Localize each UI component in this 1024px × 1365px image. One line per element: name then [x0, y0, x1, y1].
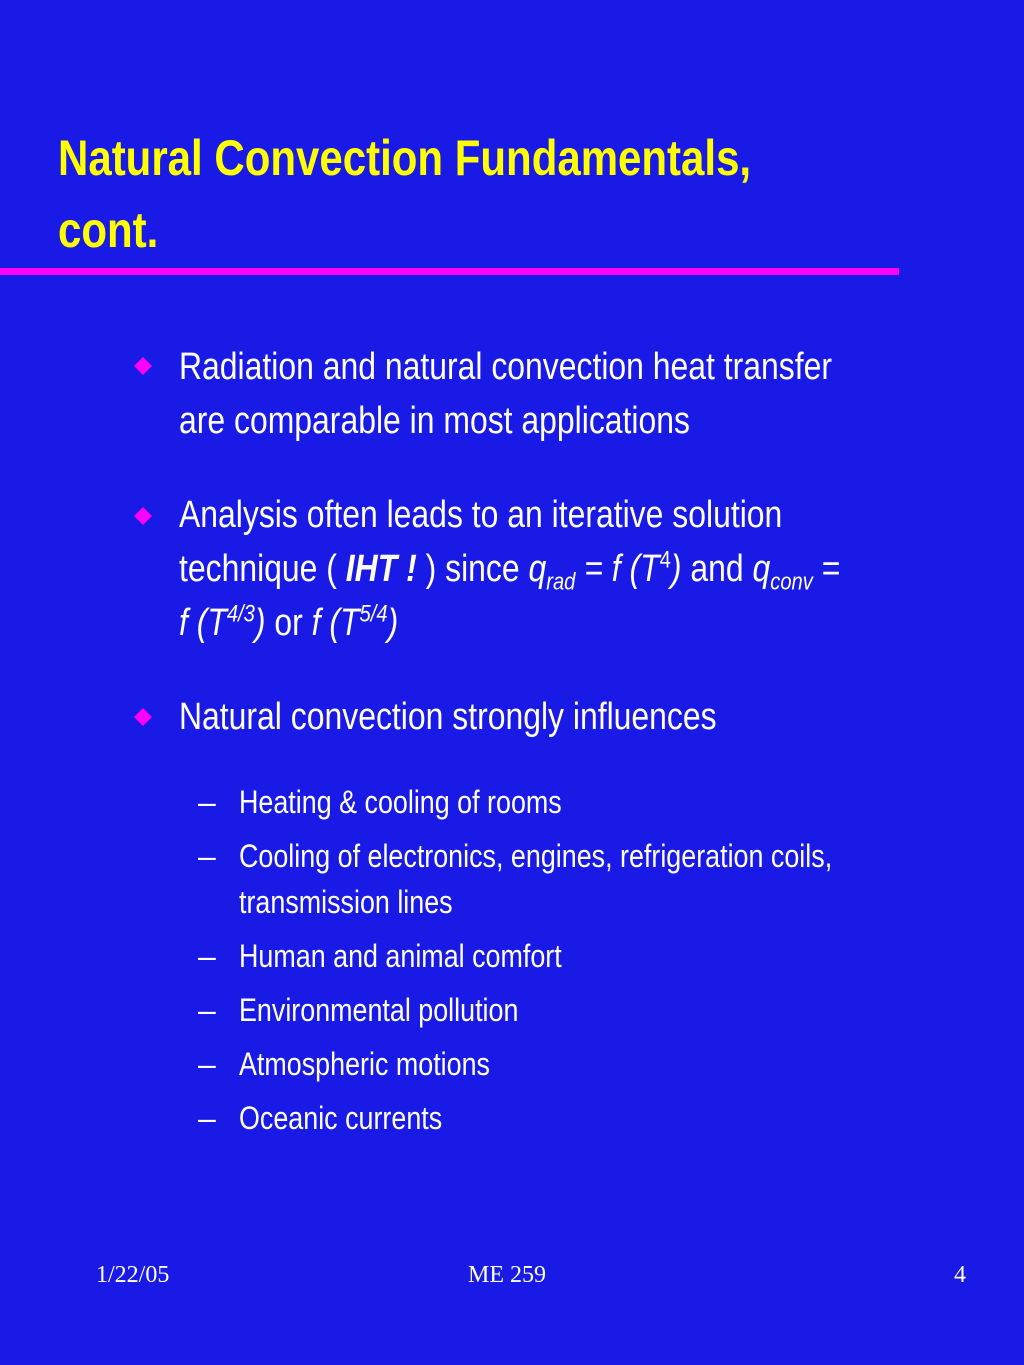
equation-f-t: f (T — [311, 602, 360, 644]
bullet-1-line2: are comparable in most applications — [179, 400, 690, 442]
sub-item-6 — [239, 1095, 936, 1141]
iht-label: IHT ! — [345, 548, 417, 590]
diamond-bullet-icon — [134, 708, 152, 726]
exponent-4: 4 — [659, 546, 671, 574]
bullet-2-line2 — [179, 542, 985, 596]
sub-item-5 — [239, 1041, 936, 1087]
sub-item-5-line1: Atmospheric motions — [239, 1046, 490, 1082]
dash-marker: – — [198, 992, 216, 1028]
sub-item-6-line1: Oceanic currents — [239, 1100, 443, 1136]
footer-course: ME 259 — [468, 1262, 546, 1288]
dash-marker: – — [198, 1100, 216, 1136]
sub-item-2 — [239, 833, 936, 925]
sub-item-2-line1: Cooling of electronics, engines, refrigeration coils, — [239, 838, 833, 874]
sub-item-4-line1: Environmental pollution — [239, 992, 519, 1028]
equals-sign: = — [821, 548, 841, 590]
bullet-2-technique: technique ( — [179, 548, 337, 590]
diamond-bullet-icon — [134, 357, 152, 375]
slide-title-line1: Natural Convection Fundamentals, — [58, 130, 752, 186]
bullet-item-2 — [179, 488, 985, 650]
diamond-bullet-icon — [134, 507, 152, 525]
footer-date: 1/22/05 — [96, 1262, 170, 1288]
exponent-5-4: 5/4 — [359, 600, 388, 628]
bullet-item-1 — [179, 340, 985, 448]
close-paren: ) — [670, 548, 682, 590]
and-word: and — [690, 548, 744, 590]
sub-item-3-line1: Human and animal comfort — [239, 938, 562, 974]
bullet-1-line1: Radiation and natural convection heat transfer — [179, 346, 833, 388]
sub-item-2-line2: transmission lines — [239, 884, 453, 920]
conv-subscript: conv — [770, 568, 813, 596]
dash-marker: – — [198, 838, 216, 874]
bullet-item-3 — [179, 690, 985, 744]
footer-page-number: 4 — [954, 1262, 966, 1288]
bullet-2-line3 — [179, 596, 985, 650]
dash-marker: – — [198, 784, 216, 820]
close-paren: ) — [387, 602, 399, 644]
title-underline — [0, 268, 899, 275]
close-paren: ) — [254, 602, 266, 644]
sub-item-4 — [239, 987, 936, 1033]
or-word: or — [274, 602, 303, 644]
dash-marker: – — [198, 938, 216, 974]
equation-f-t: = f (T — [584, 548, 660, 590]
slide-title — [58, 122, 814, 266]
equation-f-t: f (T — [179, 602, 227, 644]
sub-item-1-line1: Heating & cooling of rooms — [239, 784, 562, 820]
bullet-2-since: ) since — [425, 548, 520, 590]
q-symbol: q — [528, 548, 547, 590]
bullet-3-line1: Natural convection strongly influences — [179, 696, 717, 738]
slide-title-line2: cont. — [58, 202, 159, 258]
rad-subscript: rad — [546, 568, 576, 596]
q-symbol: q — [752, 548, 771, 590]
exponent-4-3: 4/3 — [226, 600, 255, 628]
sub-item-3 — [239, 933, 936, 979]
dash-marker: – — [198, 1046, 216, 1082]
sub-item-1 — [239, 779, 936, 825]
bullet-2-line1: Analysis often leads to an iterative solution — [179, 494, 783, 536]
